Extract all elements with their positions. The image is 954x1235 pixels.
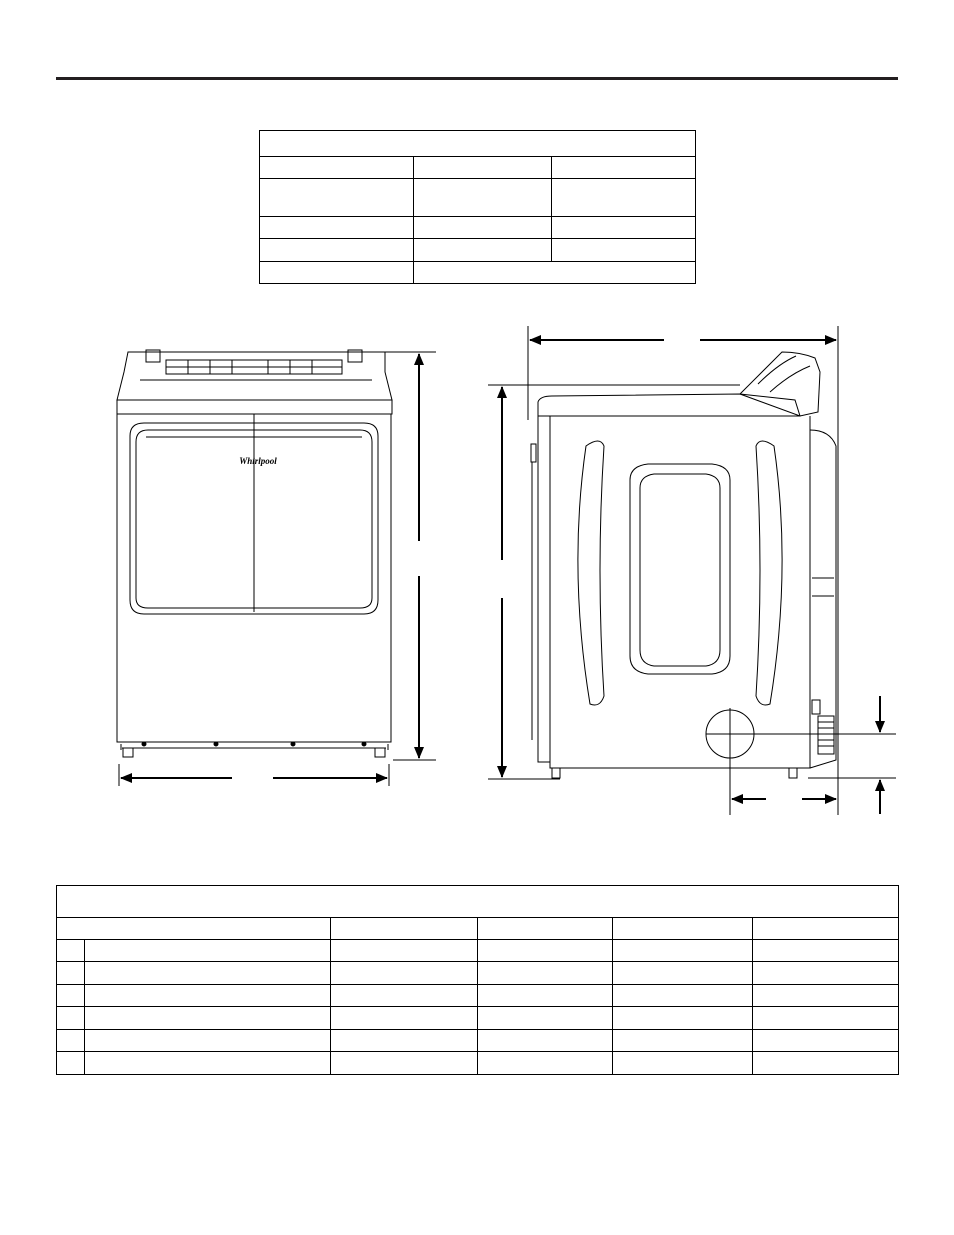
dimension-table-cell [613, 1030, 753, 1052]
dimension-table-cell [331, 1007, 478, 1030]
dimension-table-cell [478, 1007, 613, 1030]
dimension-table-cell [613, 985, 753, 1007]
dimension-table-cell [85, 962, 331, 985]
side-stamping-left [578, 441, 604, 705]
dimension-table-title-cell [57, 886, 899, 918]
side-stamping-right [756, 441, 782, 705]
dimension-table-cell [753, 985, 899, 1007]
dimension-table [56, 885, 899, 1075]
dimension-table-cell [331, 1052, 478, 1075]
front-dimensions [119, 352, 436, 786]
dimension-table-letter-cell [57, 1007, 85, 1030]
dimension-table-cell [85, 940, 331, 962]
dimension-table-row [57, 1007, 899, 1030]
side-panel-outer [630, 464, 730, 674]
front-console [117, 352, 392, 400]
dimension-table-cell [753, 962, 899, 985]
dimension-table-cell [478, 962, 613, 985]
dimension-table-cell [85, 1007, 331, 1030]
dimension-table-cell [478, 940, 613, 962]
dimension-table-cell [613, 940, 753, 962]
side-back [810, 430, 836, 768]
side-door-edge [538, 416, 550, 762]
dimension-table-row [57, 985, 899, 1007]
dimension-table-title-row [57, 886, 899, 918]
dimension-table-cell [57, 918, 331, 940]
dimension-table-cell [85, 985, 331, 1007]
dimension-table-cell [85, 1030, 331, 1052]
front-foot-right [375, 748, 385, 757]
dimension-table-cell [331, 985, 478, 1007]
brand-logo: Whirlpool [239, 456, 277, 466]
dimension-table-letter-cell [57, 1052, 85, 1075]
dimension-table-row [57, 1030, 899, 1052]
dimension-table-cell [331, 1030, 478, 1052]
dimension-table-cell [753, 1030, 899, 1052]
side-view [531, 352, 836, 778]
dimension-table-letter-cell [57, 940, 85, 962]
dimension-table-cell [331, 962, 478, 985]
dimension-table-cell [331, 940, 478, 962]
dimension-table-cell [613, 918, 753, 940]
dimension-table-cell [85, 1052, 331, 1075]
front-view [117, 350, 392, 757]
dimension-table-row [57, 940, 899, 962]
dimension-table-cell [753, 940, 899, 962]
dimension-table-cell [753, 918, 899, 940]
side-foot-back [789, 768, 797, 778]
dimension-table-cell [478, 985, 613, 1007]
front-control-buttons [166, 360, 342, 374]
dimension-table-cell [753, 1007, 899, 1030]
dimension-table-cell [478, 1030, 613, 1052]
side-cabinet [550, 416, 810, 768]
dimension-table-header-row [57, 918, 899, 940]
dimension-table-letter-cell [57, 962, 85, 985]
front-foot-left [123, 748, 133, 757]
side-top [538, 394, 800, 416]
dimension-table-cell [613, 962, 753, 985]
dimension-table-row [57, 1052, 899, 1075]
dimension-table-letter-cell [57, 1030, 85, 1052]
side-dimensions [488, 326, 896, 815]
dimension-table-cell [478, 918, 613, 940]
dimension-table-cell [613, 1007, 753, 1030]
side-foot-front [552, 768, 560, 778]
dimension-table-cell [331, 918, 478, 940]
front-top [117, 400, 392, 414]
dimension-table-letter-cell [57, 985, 85, 1007]
dimension-table-cell [613, 1052, 753, 1075]
dimension-table-row [57, 962, 899, 985]
dimension-table-cell [753, 1052, 899, 1075]
side-panel-inner [640, 474, 720, 666]
dimension-table-cell [478, 1052, 613, 1075]
